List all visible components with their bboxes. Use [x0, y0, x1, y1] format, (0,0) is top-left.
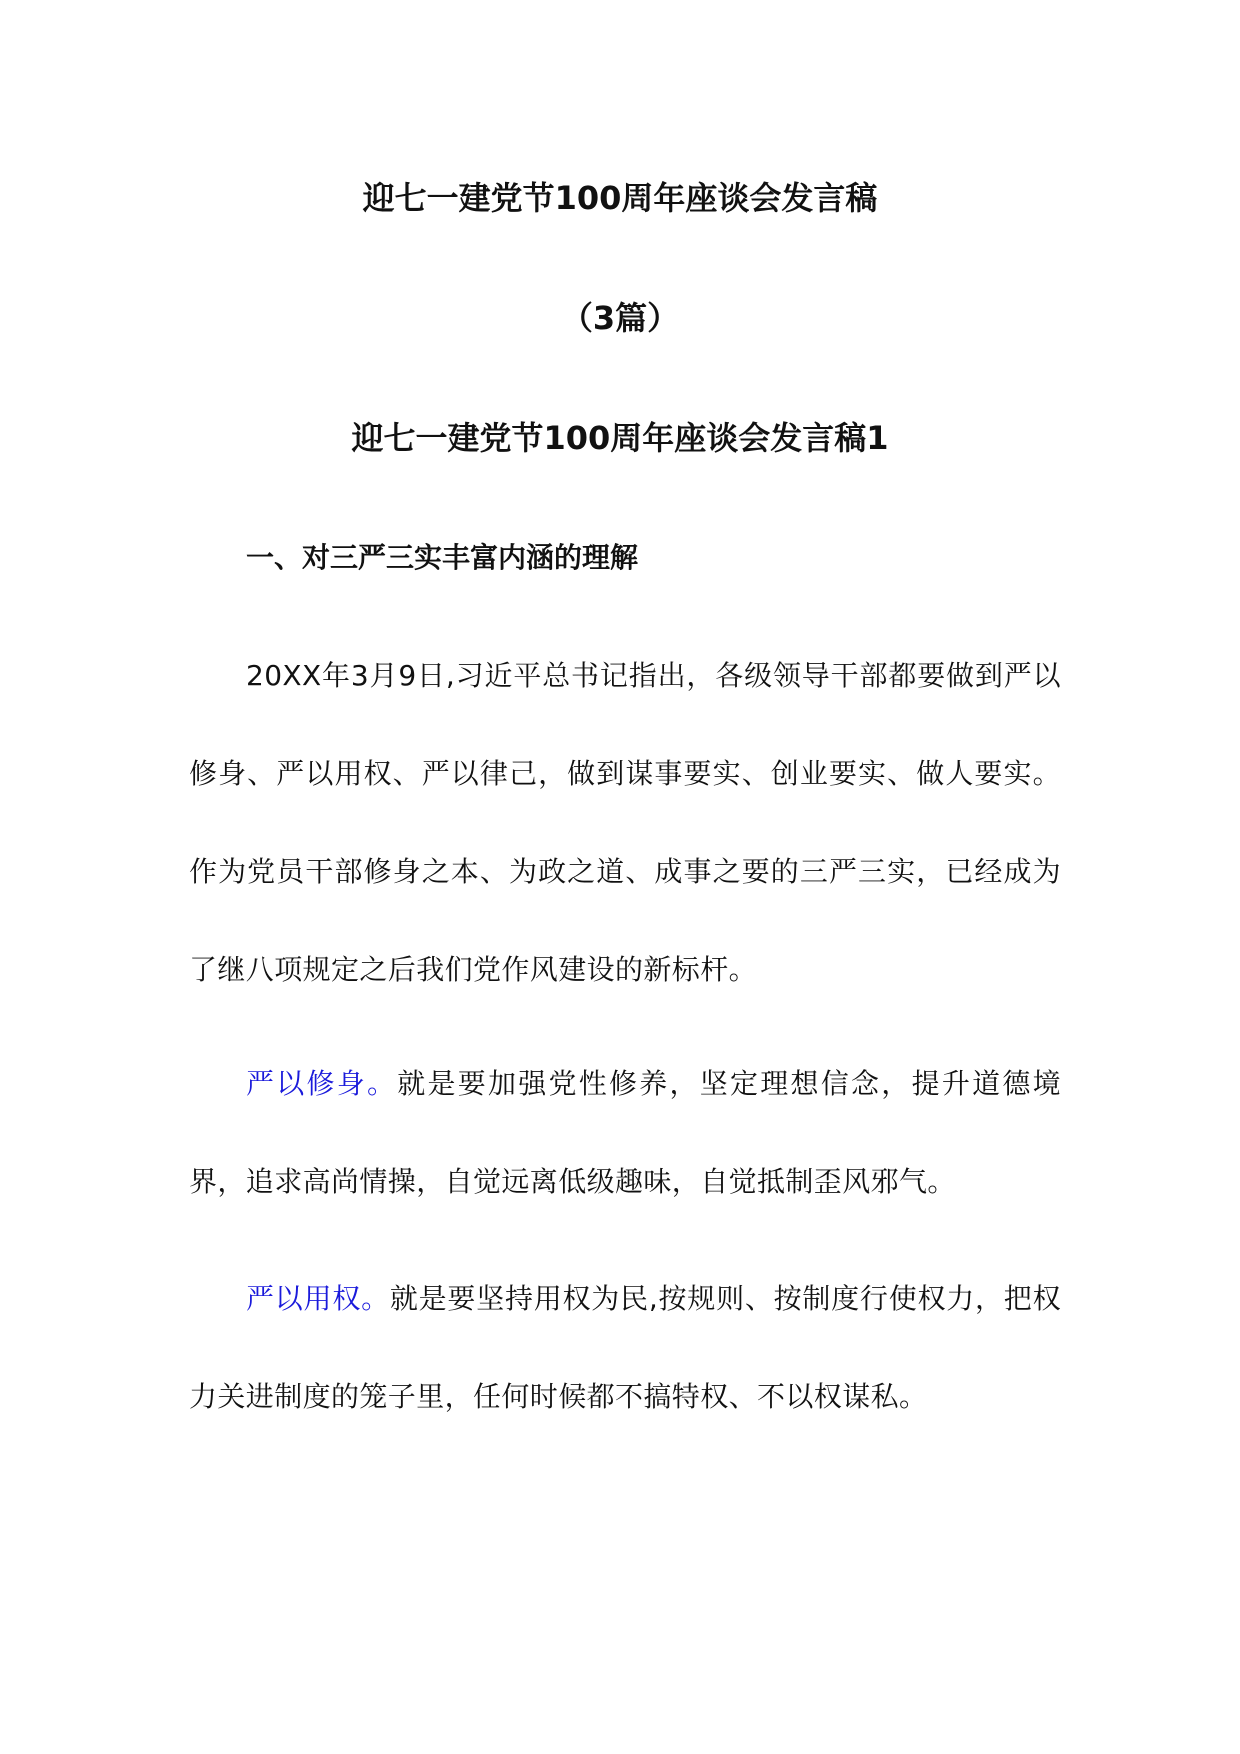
paragraph-3	[189, 1250, 1061, 1446]
paragraph-3-text: 就是要坚持用权为民,按规则、按制度行使权力，把权力关进制度的笼子里，任何时候都不搞特权、不以权谋私。	[189, 1282, 1061, 1413]
document-count: （3篇）	[560, 299, 680, 337]
document-subtitle: 迎七一建党节100周年座谈会发言稿1	[351, 419, 889, 457]
paragraph-1-text: 20XX年3月9日,习近平总书记指出，各级领导干部都要做到严以修身、严以用权、严以律己，做到谋事要实、创业要实、做人要实。作为党员干部修身之本、为政之道、成事之要的三严三实，已经成为了继八项规定之后我们党作风建设的新标杆。	[189, 659, 1061, 986]
paragraph-3-lead: 严以用权。	[246, 1282, 390, 1315]
section-heading: 一、对三严三实丰富内涵的理解	[246, 541, 639, 574]
paragraph-2	[189, 1035, 1061, 1231]
document-title: 迎七一建党节100周年座谈会发言稿	[362, 179, 878, 217]
paragraph-2-text: 就是要加强党性修养，坚定理想信念，提升道德境界，追求高尚情操，自觉远离低级趣味，自觉抵制歪风邪气。	[189, 1067, 1061, 1198]
paragraph-2-lead: 严以修身。	[246, 1067, 398, 1100]
paragraph-1	[189, 627, 1061, 1019]
